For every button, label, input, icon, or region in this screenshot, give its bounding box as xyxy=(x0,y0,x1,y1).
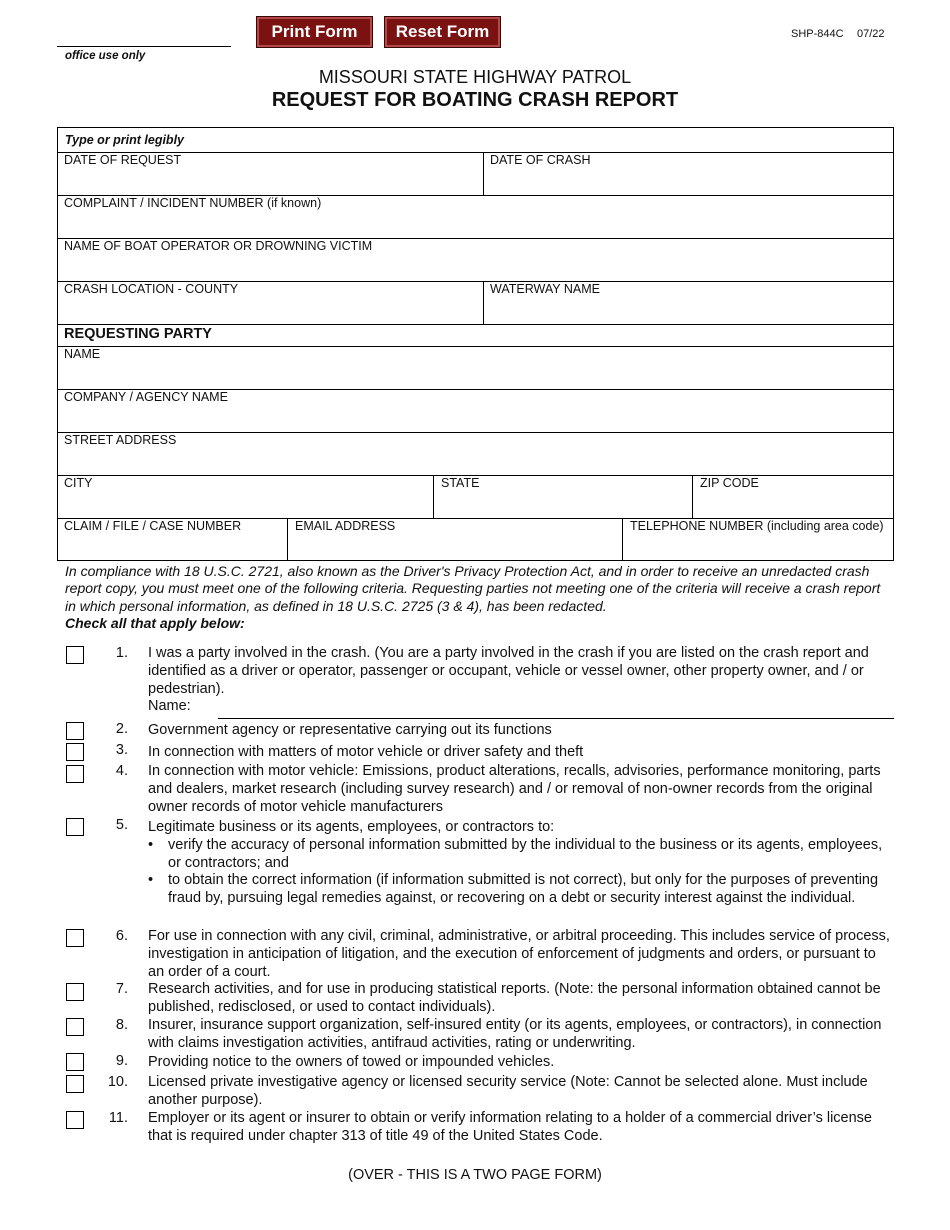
office-use-line xyxy=(57,46,231,47)
criterion-11-text: Employer or its agent or insurer to obtain or verify information relating to a holder of a commercial driver’s license that is required under chapter 313 of title 49 of the United States Code. xyxy=(148,1110,872,1144)
operator-name-label: NAME OF BOAT OPERATOR OR DROWNING VICTIM xyxy=(64,239,373,253)
criterion-number: 8. xyxy=(115,1017,128,1033)
criterion-text: Legitimate business or its agents, employees, or contractors to: xyxy=(148,819,555,835)
criterion-5-text xyxy=(148,819,893,908)
criterion-number: 5. xyxy=(115,817,128,833)
street-label: STREET ADDRESS xyxy=(64,433,177,447)
zip-label: ZIP CODE xyxy=(700,476,759,490)
complaint-number-text: COMPLAINT / INCIDENT NUMBER xyxy=(64,196,264,210)
city-label: CITY xyxy=(64,476,93,490)
criterion-11-checkbox[interactable] xyxy=(66,1111,84,1129)
form-instruction: Type or print legibly xyxy=(65,133,184,147)
criterion-number: 9. xyxy=(115,1053,128,1069)
complaint-number-label xyxy=(64,196,321,210)
criterion-2-text: Government agency or representative carrying out its functions xyxy=(148,722,552,738)
waterway-label: WATERWAY NAME xyxy=(490,282,600,296)
claim-label: CLAIM / FILE / CASE NUMBER xyxy=(64,519,242,533)
complaint-number-field[interactable] xyxy=(58,211,892,237)
city-field[interactable] xyxy=(58,491,432,517)
complaint-number-note: (if known) xyxy=(267,196,322,210)
waterway-field[interactable] xyxy=(484,297,892,323)
telephone-field[interactable] xyxy=(623,534,892,560)
bullet-text: to obtain the correct information (if information submitted is not correct), but only for the purposes of preventing fraud by, pursuing legal remedies against, or recovering on a debt or security interest against the individual. xyxy=(168,872,879,907)
compliance-text: In compliance with 18 U.S.C. 2721, also known as the Driver's Privacy Protection Act, and in order to receive an unredacted crash report copy, you must meet one of the following criteria. Requesting parties not meeting one of the criteria will receive a crash report in which personal information, as defined in 18 U.S.C. 2725 (3 & 4), has been redacted. xyxy=(65,563,881,614)
reset-form-button[interactable]: Reset Form xyxy=(384,16,501,48)
form-divider xyxy=(57,346,894,347)
agency-name: MISSOURI STATE HIGHWAY PATROL xyxy=(318,67,632,87)
criterion-4-checkbox[interactable] xyxy=(66,765,84,783)
criterion-4-text: In connection with motor vehicle: Emissions, product alterations, recalls, advisories, performance monitoring, parts and dealers, market research (including survey research) and / or removal of non-owner records from the original owner records of motor vehicle manufacturers xyxy=(148,763,881,815)
date-of-request-field[interactable] xyxy=(58,168,482,194)
state-field[interactable] xyxy=(434,491,691,517)
form-divider xyxy=(57,324,894,325)
requesting-party-heading: REQUESTING PARTY xyxy=(64,326,212,342)
criterion-10-checkbox[interactable] xyxy=(66,1075,84,1093)
criterion-5-bullet: • to obtain the correct information (if information submitted is not correct), but only for the purposes of preventing fraud by, pursuing legal remedies against, or recovering on a debt or security interest against the individual. xyxy=(148,872,879,907)
company-label: COMPANY / AGENCY NAME xyxy=(64,390,228,404)
criterion-number: 4. xyxy=(115,763,128,779)
telephone-label xyxy=(630,519,884,533)
criterion-8-text: Insurer, insurance support organization, self-insured entity (or its agents, employees, or contractors), in connection with claims investigation activities, antifraud activities, rating or underwriting. xyxy=(148,1017,882,1051)
claim-field[interactable] xyxy=(58,534,286,560)
page-title: REQUEST FOR BOATING CRASH REPORT xyxy=(271,89,679,111)
form-number: SHP-844C xyxy=(791,28,844,40)
email-label: EMAIL ADDRESS xyxy=(295,519,396,533)
criterion-7-text: Research activities, and for use in producing statistical reports. (Note: the personal information obtained cannot be published, redisclosed, or used to contact individuals). xyxy=(148,981,881,1015)
criterion-10-text: Licensed private investigative agency or licensed security service (Note: Cannot be selected alone. Must include another purpose). xyxy=(148,1074,868,1108)
criterion-number: 7. xyxy=(115,981,128,997)
compliance-notice xyxy=(65,563,895,632)
name-label: NAME xyxy=(64,347,101,361)
criterion-3-text: In connection with matters of motor vehicle or driver safety and theft xyxy=(148,744,584,760)
criterion-9-text: Providing notice to the owners of towed or impounded vehicles. xyxy=(148,1054,555,1070)
form-date: 07/22 xyxy=(857,28,885,40)
bullet-text: verify the accuracy of personal information submitted by the individual to the business or its agents, employees, or contractors; and xyxy=(168,836,883,871)
date-of-crash-label: DATE OF CRASH xyxy=(490,153,591,167)
criterion-9-checkbox[interactable] xyxy=(66,1053,84,1071)
check-all-instruction: Check all that apply below: xyxy=(65,614,245,631)
party-name-field[interactable] xyxy=(218,718,894,719)
criterion-text: I was a party involved in the crash. (You are a party involved in the crash if you are listed on the crash report and identified as a driver or operator, passenger or occupant, vehicle or vessel owner, other property owner, and / or pedestrian). xyxy=(148,645,869,697)
state-label: STATE xyxy=(441,476,480,490)
name-field[interactable] xyxy=(58,362,892,388)
date-of-request-label: DATE OF REQUEST xyxy=(64,153,182,167)
criterion-number: 6. xyxy=(115,928,128,944)
street-field[interactable] xyxy=(58,448,892,474)
criterion-5-checkbox[interactable] xyxy=(66,818,84,836)
criterion-2-checkbox[interactable] xyxy=(66,722,84,740)
email-field[interactable] xyxy=(288,534,621,560)
criterion-number: 10. xyxy=(107,1074,128,1090)
page-footer: (OVER - THIS IS A TWO PAGE FORM) xyxy=(348,1167,602,1183)
criterion-5-bullet: • verify the accuracy of personal information submitted by the individual to the business or its agents, employees, or contractors; and xyxy=(148,836,883,871)
form-divider xyxy=(57,432,894,433)
criterion-number: 2. xyxy=(115,721,128,737)
criterion-1-text xyxy=(148,645,893,716)
crash-county-label: CRASH LOCATION - COUNTY xyxy=(64,282,239,296)
telephone-text: TELEPHONE NUMBER xyxy=(630,519,764,533)
company-field[interactable] xyxy=(58,405,892,431)
office-use-label: office use only xyxy=(65,50,146,62)
criterion-7-checkbox[interactable] xyxy=(66,983,84,1001)
date-of-crash-field[interactable] xyxy=(484,168,892,194)
crash-county-field[interactable] xyxy=(58,297,482,323)
criterion-3-checkbox[interactable] xyxy=(66,743,84,761)
criterion-number: 1. xyxy=(115,645,128,661)
form-divider xyxy=(57,152,894,153)
criterion-number: 3. xyxy=(115,742,128,758)
party-name-label: Name: xyxy=(148,698,191,715)
criterion-6-text: For use in connection with any civil, criminal, administrative, or arbitral proceeding. This includes service of process, investigation in anticipation of litigation, and the execution of enforcement of judgments and orders, or pursuant to an order of a court. xyxy=(148,928,890,980)
telephone-note: (including area code) xyxy=(766,519,884,533)
zip-field[interactable] xyxy=(693,491,892,517)
operator-name-field[interactable] xyxy=(58,254,892,280)
criterion-1-checkbox[interactable] xyxy=(66,646,84,664)
criterion-8-checkbox[interactable] xyxy=(66,1018,84,1036)
criterion-number: 11. xyxy=(108,1110,128,1126)
print-form-button[interactable]: Print Form xyxy=(256,16,373,48)
criterion-6-checkbox[interactable] xyxy=(66,929,84,947)
